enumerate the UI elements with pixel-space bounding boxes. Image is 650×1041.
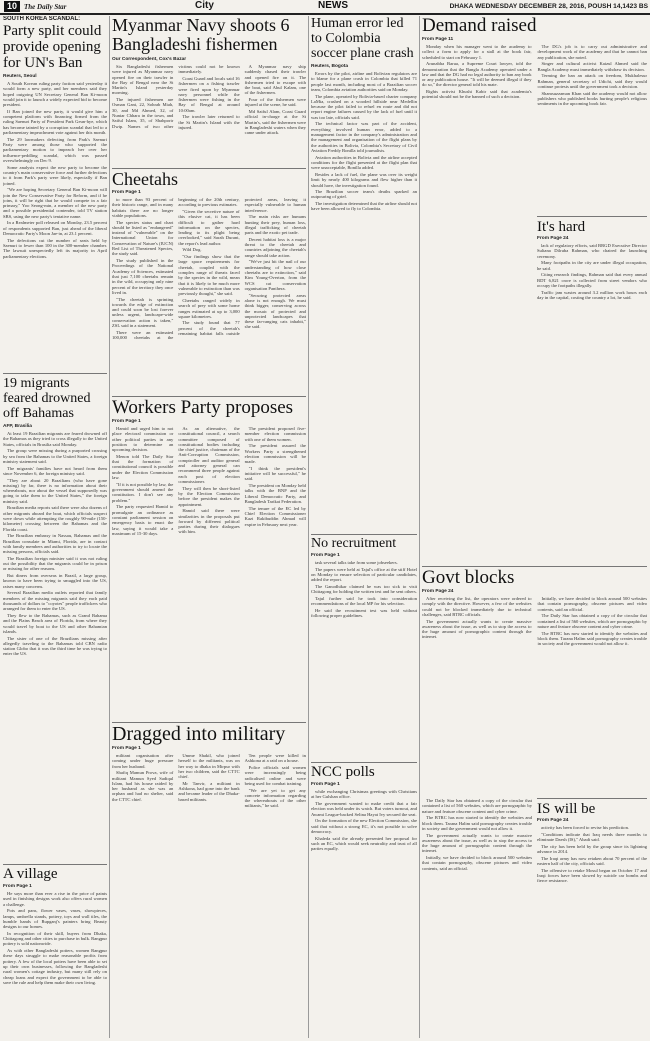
article-is-will-be <box>537 798 647 1038</box>
paragraph: The group were missing during a purported crossing by sea from the Bahamas to the United States, a foreign ministry statement said. <box>3 448 107 464</box>
paragraph: Citing research findings, Rahman said that every annual BDT 6,821 crore is collected from street vendors who occupy the footpaths illegally. <box>537 272 647 288</box>
article-headline: 19 migrants feared drowned off Bahamas <box>3 376 91 421</box>
paragraph: On the formation of the new Election Commission, she said that without a strong EC, it's not possible to solve democracy. <box>311 818 417 834</box>
article-workers-party <box>112 398 306 720</box>
article-byline: AFP, Brasilia <box>3 424 32 429</box>
article-byline: From Page 1 <box>112 190 141 195</box>
paragraph: lack of regulatory efforts, said BRGD Executive Director Sultana Dilruba Rahman, who chaired the launching ceremony. <box>537 243 647 259</box>
paragraph: Hamid and urged him to not place electoral commission or other political parties in any position to determine an upcoming decision. <box>112 426 174 453</box>
paragraph: The party requested Hamid to promulgate an ordinance as constant parliament session on emergency basis to enact the law, saying it would take a maximum of 15-30 days. <box>112 504 174 536</box>
paragraph: The species status and chart should be listed as "endangered" instead of "vulnerable" on the International Union for Conservation of Nature's (IUCN) Red List of Threatened Species, the study said. <box>112 219 174 257</box>
paragraph: They will then be short-listed by the Election Commission before the president makes the appointment. <box>178 485 240 507</box>
article-headline: Workers Party proposes <box>112 398 294 418</box>
article-body <box>112 64 306 166</box>
paragraph: "They are about 20 Brazilians (who have gone missing) by far, there is no information about their whereabouts, nor about the vessel that supposedly was going to take them to the United States," the foreign ministry said. <box>3 477 107 504</box>
paragraph: "We are yet to get any concrete information regarding the whereabouts of the other militants," he said. <box>244 787 306 809</box>
paragraph: The president on Monday held talks with the BNP and the Liberal Democratic Party, and Bangladesh Tarikat Federation. <box>244 483 306 505</box>
article-headline: Human error led to Colombia soccer plane crash <box>311 16 414 61</box>
dateline: DHAKA WEDNESDAY DECEMBER 28, 2016, POUSH 14,1423 BS <box>449 3 648 10</box>
column-divider <box>109 16 110 1038</box>
paragraph: Four of the fishermen were injured at the scene, he said. <box>244 97 306 108</box>
paragraph: The migrants' families have not heard from them since November 6, the foreign ministry said. <box>3 465 107 476</box>
paragraph: Initially, we have decided to block around 500 websites that contain pornography, obscene pictures and video contents, said an official. <box>422 855 532 871</box>
article-byline: Our Correspondent, Cox's Bazar <box>112 57 187 62</box>
paragraph: Some analysts expect the new party to become the country's main conservative force and further defections to it from Park's party were likely, especially if Ban joined. <box>3 164 107 186</box>
article-headline: Dragged into military <box>112 724 286 745</box>
paragraph: "Conditions indicate that Iraq needs three months to eliminate Daesh (IS)," Abadi said. <box>537 831 647 842</box>
article-byline: From Page 24 <box>422 589 454 594</box>
paragraph: "If it is not possible by law, the government should amend the constitution. I don't see any problem." <box>112 481 174 503</box>
paragraph: Shamsuzzaman Khan said the academy would not allow publishers who published books hurting people's religious sentiments in the upcoming book fair. <box>537 90 647 107</box>
paragraph: Shafiq Mamun Prova, wife of militant Mamun Syed Sadiqul Islam, had his house raided by her husband as she was an orphan and had no shelter, said the CTTC chief. <box>112 770 174 802</box>
paper-name: The Daily Star <box>24 3 67 11</box>
paragraph: activity has been forced to revise his prediction. <box>541 825 630 830</box>
paragraph: The Brazilian foreign minister said it was not ruling out the possibility that the migrants could be in prison or missing for other reasons. <box>3 555 107 572</box>
masthead <box>0 0 650 13</box>
paragraph: Ten people were killed in Ashkona at a raid on a house. <box>244 753 306 764</box>
paragraph: Coast Guard and locals said 16 fishermen on a fishing trawler were fired upon by Myanmar navy personnel while the fishermen were fishing in the Bay of Bengal at around 10:00am. <box>178 75 240 113</box>
article-byline: From Page 24 <box>537 236 569 241</box>
paragraph: The main risks are humans hunting their prey, human loss, illegal trafficking of cheetah parts and the exotic pet trade. <box>244 214 306 236</box>
article-body <box>537 243 647 300</box>
paragraph: "Given the secretive nature of this elusive cat, it has been difficult to gather hard information on the species, leading to its plight being overlooked," said Sarah Durant, the report's lead author. <box>178 208 240 246</box>
divider <box>311 534 417 535</box>
paragraph: If Ban joined the new party, it would give him a competent platform with financing firmed from the ruling Saenuri Party of President Park Geun-hye, which has become tainted by a corruption scandal that led to a parliamentary impeachment vote against her this month. <box>3 108 107 136</box>
paragraph: to more than 93 percent of their historic range, and in many habitats there are no longer viable populations. <box>112 197 174 218</box>
article-byline: From Page 24 <box>537 818 569 823</box>
paragraph: The DG's job is to carry out administrative and development work of the academy and that he cannot ban any publication, she noted. <box>537 44 647 60</box>
paragraph: At least 19 Brazilian migrants are feared drowned off the Bahamas as they tried to cross illegally to the United States, officials in Brasilia said Monday. <box>3 431 107 447</box>
paragraph: The plane, operated by Bolivia-based charter company LaMia, crashed on a wooded hillside near Medellin because the pilot failed to refuel en route and did not report engine failures caused by the lack of fuel until it was too late, officials said. <box>311 93 417 120</box>
paragraph: The Ganodhikar claimed he was too sick to visit Chittagong for holding the written test and he sent others. <box>311 583 417 595</box>
paragraph: The city has been held by the group since its lightning advance in 2014. <box>537 843 647 854</box>
article-body <box>311 71 417 212</box>
article-kicker: SOUTH KOREA SCANDAL: <box>3 16 81 22</box>
article-its-hard <box>537 216 647 564</box>
continuation-text-govt-blocks <box>422 798 532 1038</box>
paragraph: The offensive to retake Mosul began on October 17 and Iraqi forces have been slowed by suicide car bombs and fierce resistance. <box>537 867 647 884</box>
paragraph: The trawler later returned to the St Martin's Island with the injured. <box>178 114 240 131</box>
article-body <box>3 81 107 259</box>
paragraph: task several talks take from some jobseekers. <box>315 560 398 565</box>
article-body <box>112 426 306 716</box>
paragraph: The technical factor was part of the accident, everything involved human error, added to a management factor in the company's administration and the management and organisation of the flight plans by the authorities in Bolivia, Colombia's Secretary of Civil Aviation Freddy Bonilla told journalists. <box>311 121 417 153</box>
paragraph: Tajul further said he took into consideration recommendations of the local MP for his selection. <box>311 595 417 607</box>
article-dragged <box>112 724 306 1038</box>
paragraph: Many footpaths in the city are under illegal occupation, he said. <box>537 260 647 271</box>
news-label: NEWS <box>318 0 348 11</box>
article-headline: Cheetahs <box>112 170 178 189</box>
divider <box>537 216 647 217</box>
article-byline: Reuters, Bogota <box>311 64 349 69</box>
paragraph: Traffic jam wastes around 3.2 million work hours each day in the capital, costing the country a lot, he said. <box>537 289 647 300</box>
paragraph: The 29 lawmakers defecting from Park's Saenuri Party were among those who supported the parliamentary motion to impeach her over her influence-peddling scandal, which was passed overwhelmingly on Dec 9. <box>3 136 107 163</box>
article-demand-raised <box>422 16 647 214</box>
article-colombia <box>311 16 417 532</box>
paragraph: Decent habitat loss is a major threat to the cheetah and countries adjoining the cheetah's range should take action. <box>244 236 306 258</box>
article-byline: Reuters, Seoul <box>3 74 37 79</box>
paragraph: There were an estimated 100,000 cheetahs at the beginning of the 20th century, according to previous estimates. <box>112 197 240 340</box>
paragraph: "We've just hit the nail of our understanding of how close cheetahs are to extinction," said Kim Young-Overton, from the WCS cat conservation organisation Panthera. <box>244 259 306 291</box>
article-village <box>3 866 107 1038</box>
article-headline: NCC polls <box>311 764 375 780</box>
column-divider <box>308 16 309 1038</box>
article-byline: From Page 1 <box>3 884 32 889</box>
paragraph: The Iraqi army has now retaken about 70 percent of the eastern half of the city, officials said. <box>537 855 647 866</box>
paragraph: militant organisation after coming under huge pressure from her husband. <box>112 753 174 769</box>
article-headline: No recruitment <box>311 536 397 551</box>
paragraph: Errors by the pilot, airline and Bolivian regulators are to blame for a plane crash in Colombia that killed 71 people last month, including most of a Brazilian soccer team, Colombia aviation authorities said on Monday. <box>311 71 417 92</box>
paragraph: The president assured the Workers Party a strengthened election commission will be made. <box>244 443 306 465</box>
article-headline: Demand raised <box>422 16 537 36</box>
paragraph: The investigation determined that the airline should not have been allowed to fly to Colombia. <box>311 201 417 212</box>
paragraph: The president proposed five-member election commission with one of them women. <box>244 426 306 442</box>
article-body <box>112 753 306 1033</box>
paragraph: A South Korean ruling party faction said yesterday it would form a new party, and her members said they hoped outgoing UN Secretary General Ban Ki-moon would join it to launch a widely expected bid to become president. <box>3 81 107 108</box>
article-bahamas <box>3 376 107 862</box>
article-recruitment <box>311 536 417 760</box>
article-byline: From Page 1 <box>112 419 141 424</box>
article-body <box>3 431 107 657</box>
paragraph: The BTRC has now started to identify the websites and block them. Tarana Halim said pornography creates trouble in society and the government would not allow it. <box>422 815 532 831</box>
article-headline: IS will be <box>537 801 596 817</box>
column-divider <box>419 16 420 1038</box>
article-party-split <box>3 16 107 372</box>
article-body <box>311 789 417 851</box>
masthead-rule <box>0 13 650 15</box>
paragraph: Pots and pans, flower vases, vases, showpieces, lamps, umbrella stands, pottery, toys and wall tiles, the humble hands of Rupganj's painters bring Beauty designs to our homes. <box>3 908 107 930</box>
section-name: City <box>195 0 214 11</box>
paragraph: In recognition of their skill, buyers from Dhaka, Chittagong and other cities to purchase in bulk. Rangpur pottery is sold nationwide. <box>3 930 107 947</box>
paragraph: Several Brazilian media outlets reported that family members of the missing migrants said they each paid thousands of dollars to "coyotes" people traffickers who arranged for them to enter the US. <box>3 590 107 612</box>
paragraph: The sister of one of the Brazilians missing after allegedly traveling to the Bahamas told CBN radio station Globo that it was the third time he was trying to enter the US. <box>3 635 107 657</box>
paragraph: The study found that 77 percent of the cheetah's remaining habitat falls outside protected areas, leaving it especially vulnerable to human interference. <box>178 197 306 337</box>
paragraph: "The cheetah is sprinting towards the edge of extinction and could soon be lost forever unless urgent, landscape-wide conservation action is taken," ZSL said in a statement. <box>112 296 174 328</box>
divider <box>112 168 306 169</box>
paragraph: He said the recruitment test was held without following proper guidelines. <box>311 607 417 619</box>
paragraph: Six Bangladeshi fishermen were injured as Myanmar navy opened fire on their trawler in the Bay of Bengal near the St Martin's Island yesterday morning. <box>112 64 174 96</box>
paragraph: Police officials said women were increasingly being radicalised online and were being used for combat training. <box>244 764 306 786</box>
divider <box>112 722 306 723</box>
paragraph: As with other Bangladeshi potters, women Rangpur these days struggle to make reasonable profits from pottery. A few of the local potters have been able to set up their own businesses, following the Bangladeshi rural women's cottage industry, but many still rely on cheap loans and expect the government to be able to save the rule and help them make their own living. <box>3 948 107 985</box>
divider <box>3 373 107 374</box>
article-ncc-polls <box>311 764 417 1038</box>
paragraph: The BTRC has now started to identify the websites and block them. Tarana Halim said pornography creates trouble in society and the government would not allow it. <box>537 630 647 647</box>
paragraph: "Securing protected areas alone is not enough. We must think bigger, conserving across the mosaic of protected and unprotected landscapes that these far-ranging cats inhabit," she said. <box>244 292 306 330</box>
paragraph: Hamid said there were similarities in the proposals put forward by different political parties during their dialogues with him. <box>178 508 240 535</box>
paragraph: The Brazilian soccer team's deaths sparked an outpouring of grief. <box>311 189 417 200</box>
paragraph: "I think the president's initiative will be successful," he said. <box>244 465 306 482</box>
article-headline: A village <box>3 866 58 882</box>
paragraph: Arunabha Barua, a Supreme Court lawyer, told the demonstration that the Bangla Academy operated under a law and that the DG had no legal authority to ban any book or any publication house. "It will be deemed illegal if they do so," the director general told his mate. <box>422 61 532 88</box>
paragraph: Brazilian media reports said there were also dozens of other migrants aboard the boat, which officials suspect were down while attempting the roughly 90-mile (150-kilometer) crossing between the Bahamas and the Florida coast. <box>3 505 107 532</box>
paragraph: But diners from overseas in Brazil, a large group, known to have been trying to smuggled into the US, raises many concerns. <box>3 573 107 589</box>
article-body <box>422 596 647 794</box>
paragraph: Umme Shakil, who joined herself to the militants, was on her way to dhaka in Mirpur with her two children, said the CTTC chief. <box>178 753 240 780</box>
paragraph: Initially, we have decided to block around 500 websites that contain pornography, obscene pictures and video contents, said an official. <box>537 596 647 612</box>
divider <box>537 798 647 799</box>
paragraph: Terming the ban an attack on freedom, Mukhalesur Rahman, general secretary of Udichi, said they would continue protests until the government took a decision. <box>537 73 647 89</box>
paragraph: A Myanmar navy ship suddenly chased their trawler and opened fire on it. The fishermen tried to escape with the boat, said Abul Kalam, one of the fishermen. <box>244 64 306 96</box>
paragraph: The government actually wants to create massive awareness about the issue, as well as to stop the access to the huge amount of pornographic content through the internet. <box>422 832 532 854</box>
paragraph: Rights activist Khushi Kabir said that academia's potential should not be the banned of such a decision. <box>422 89 532 100</box>
paragraph: while exchanging Christmas greetings with Christians at her Gulshan office. <box>311 789 417 800</box>
paragraph: The defections cut the number of seats held by Saenuri to fewer than 100 in the 300-member chamber. The lawsuit unexpectedly left its majority in April parliamentary elections. <box>3 237 107 259</box>
article-cheetahs <box>112 170 306 394</box>
page-number: 10 <box>4 1 20 12</box>
paragraph: "Our findings show that the large space requirements for cheetah, coupled with the complex range of threats faced by the species in the wild, mean that it is likely to be much more vulnerable to extinction than was previously thought," she said. <box>178 254 240 297</box>
paragraph: Md Saiful Alam, Coast Guard official in-charge at the St Martin's, said the fishermen were in Bangladeshi waters when they came under attack. <box>244 109 306 136</box>
article-headline: Myanmar Navy shoots 6 Bangladeshi fishermen <box>112 16 290 54</box>
article-body <box>422 798 532 871</box>
article-byline: From Page 1 <box>311 553 340 558</box>
paragraph: They flew to the Bahamas, such as Grand Bahama and the Plains Beach area of Florida, from where they would travel by boat to the US and other Bahamian islands. <box>3 613 107 634</box>
divider <box>422 566 647 567</box>
paragraph: Menon told The Daily Star that the formation of constitutional council is possible under the Election Commission law. <box>112 453 174 481</box>
paragraph: Monday when his manager went to the academy to collect a form to apply for a stall at the book fair, scheduled to start on February 1. <box>422 44 532 60</box>
paragraph: The study published in the Proceedings of the National Academy of Sciences, estimated that just 7,100 cheetahs remain in the wild, occupying only nine percent of the territory they once lived in. <box>112 258 174 295</box>
paragraph: Mr Tanvir, a militant in Ashkona, had gone into the bank and became leader of the Dhaka-based militants. <box>178 780 240 802</box>
article-headline: Govt blocks <box>422 568 515 588</box>
article-headline: Party split could provide opening for UN's Ban <box>3 23 102 71</box>
paragraph: The Daily Star has obtained a copy of the circular that contained a list of 560 websites, which are pornographic by nature and feature obscene content and cyber crime. <box>422 798 532 814</box>
paragraph: In a Realmeter poll released on Monday, 23.5 percent of respondents supported Ban, just ahead of the liberal Democratic Party's Moon Jae-in, at 23.1 percent. <box>3 220 107 236</box>
paragraph: Cheetahs ranged widely in search of prey with some home ranges estimated at up to 3,000 square kilometres. <box>178 297 240 319</box>
article-byline: From Page 1 <box>311 782 340 787</box>
paragraph: The tenure of the EC led by Chief Election Commissioner Kazi Rakibuddin Ahmad will expire in February next year. <box>244 505 306 527</box>
paragraph: Aviation authorities in Bolivia and the airline accepted conditions for the flight presented at the flight plan that were unacceptable, Bonilla added. <box>311 154 417 171</box>
article-byline: From Page 1 <box>112 746 141 751</box>
paragraph: The Brazilian embassy in Nassau, Bahamas and the Brazilian consulate in Miami, Florida, are in contact with family members and authorities to try to locate the missing persons, officials said. <box>3 533 107 555</box>
article-body <box>3 891 107 985</box>
paragraph: The Daily Star has obtained a copy of the circular that contained a list of 560 websites, which are pornographic by nature and feature obscene content and cyber crime. <box>537 613 647 629</box>
paragraph: Wild Dog. <box>182 247 202 253</box>
paragraph: "We are hoping Secretary General Ban Ki-moon will join the New Conservative Party for Reform, and if he joins, it will be right that he would compete in a fair primary," Yoo Seong-min, a member of the new party and a possible presidential contender, told TV station SBS, using the new party's tentative name. <box>3 187 107 219</box>
article-body <box>537 825 647 884</box>
paragraph: After receiving the list, the operators were ordered to comply with the directive. However, a few of the websites could not be blocked immediately due to technical challenges, said BTRC officials. <box>422 596 532 617</box>
article-body <box>112 197 306 391</box>
article-navy <box>112 16 306 166</box>
article-byline: From Page 11 <box>422 37 454 42</box>
article-body <box>422 44 647 212</box>
divider <box>311 762 417 763</box>
article-body <box>311 560 417 619</box>
paragraph: He says more than ever a rise in the price of paints used in finishing designs work also offers rural women a challenge. <box>3 891 107 907</box>
paragraph: As an alternative, the constitutional council, a search committee composed of constitutional bodies including the chief justice, chairman of the Anti-Corruption Commission, comptroller and auditor general and attorney general can recommend three people against each post of election commissioner. <box>178 426 240 484</box>
paragraph: Khaleda said the already presented her proposal for such an EC, which would seek neutrality and trust of all parties equally. <box>311 835 417 852</box>
article-headline: It's hard <box>537 219 586 235</box>
paragraph: The government actually wants to create massive awareness about the issue, as well as to stop the access to the huge amount of pornographic content through the internet. <box>422 618 532 640</box>
paragraph: The government wanted to make credit that a fair election was held under its watch. But voters turnout, and Awami League-backed Selina Hayat Ivy secured the seat. <box>311 800 417 817</box>
article-govt-blocks <box>422 568 647 796</box>
divider <box>3 864 107 865</box>
divider <box>112 396 306 397</box>
paragraph: Besides a lack of fuel, the plane was over its weight limit by nearly 400 kilograms and flew higher than it should have, the investigation found. <box>311 171 417 188</box>
paragraph: The papers were held at Tajul's office at the stiff Hotel on Monday to ensure selection of particular candidates, added the report. <box>311 566 417 583</box>
paragraph: Singer and cultural activist Kaizul Ahmed said the Bangla Academy must immediately withdraw its decision. <box>537 61 647 72</box>
paragraph: The injured fishermen are Osman Gani, 22, Sohrab Miah, 30, and Md Ahmed, 32, of Nuniar Chhara in the town, and Saiful Islam, 35, of Shahporir Dwip. Names of two other victims could not be known immediately. <box>112 64 240 129</box>
